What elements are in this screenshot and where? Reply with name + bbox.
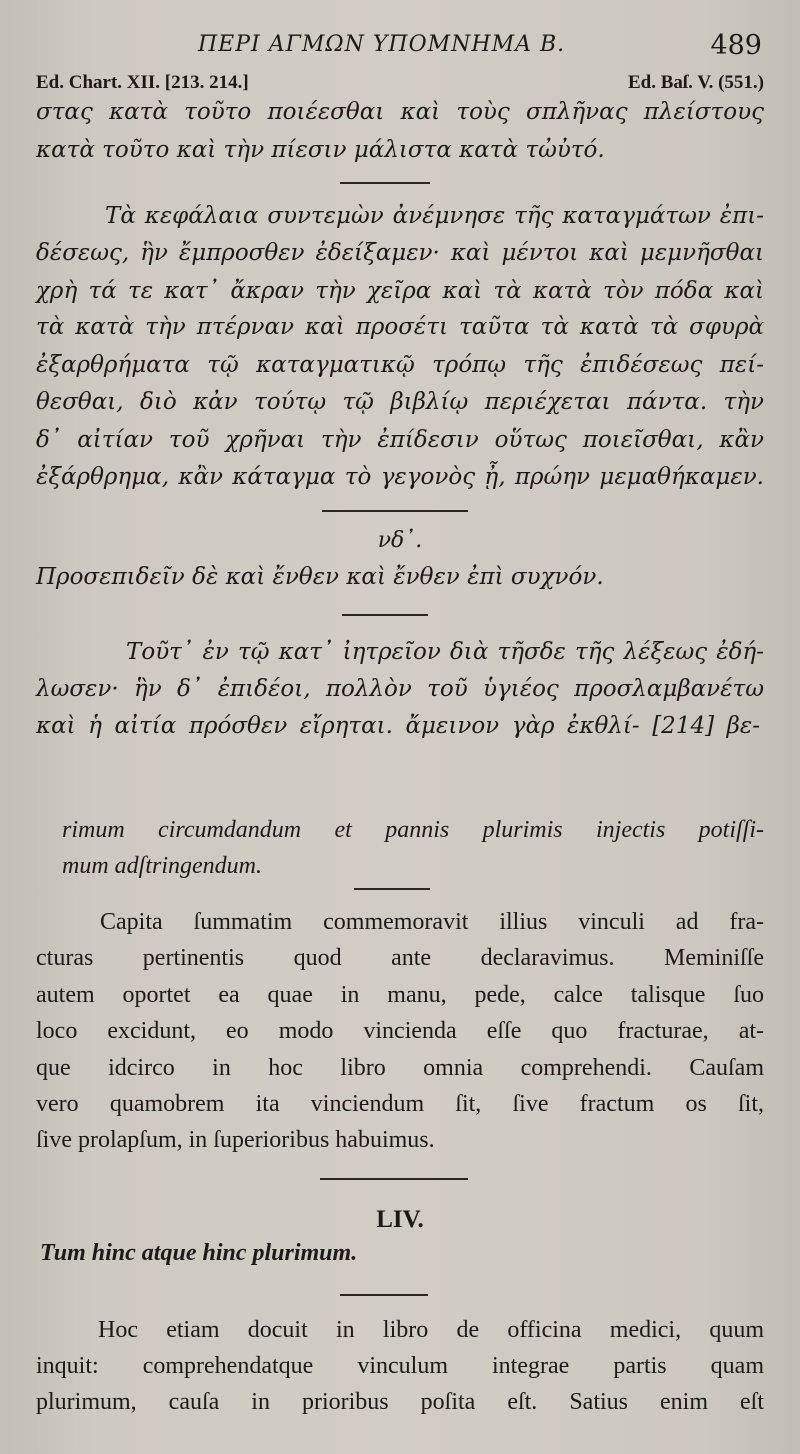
edition-reference-chartier: Ed. Chart. XII. [213. 214.]	[36, 72, 249, 93]
edition-reference-basel: Ed. Baſ. V. (551.)	[627, 72, 764, 93]
greek-lemma: Προσεπιδεῖν δὲ καὶ ἔνθεν καὶ ἔνθεν ἐπὶ συχνόν.	[36, 564, 604, 590]
divider-rule	[340, 1294, 428, 1296]
divider-rule	[342, 614, 428, 616]
greek-text-line: ἐξαρθρήματα τῷ καταγματικῷ τρόπῳ τῆς ἐπιδέσεως πεί-	[36, 352, 764, 378]
greek-text-line: θεσθαι, διὸ κἀν τούτῳ τῷ βιβλίῳ περιέχεται πάντα. τὴν	[36, 389, 764, 415]
latin-text-line: ſive prolapſum, in ſuperioribus habuimus.	[36, 1127, 435, 1153]
latin-text-line: cturas pertinentis quod ante declaravimus. Meminiſſe	[36, 945, 764, 971]
latin-text-line: plurimum, cauſa in prioribus poſita eſt. Satius enim eſt	[36, 1389, 764, 1415]
latin-text-line: vero quamobrem ita vinciendum ſit, ſive fractum os ſit,	[36, 1091, 764, 1117]
divider-rule	[340, 182, 430, 184]
greek-section-number: νδ᾽.	[377, 528, 423, 553]
greek-text-line: λωσεν· ἣν δ᾽ ἐπιδέοι, πολλὸν τοῦ ὑγιέος προσλαμβανέτω	[36, 676, 764, 702]
latin-text-line: Hoc etiam docuit in libro de officina medici, quum	[98, 1317, 764, 1343]
latin-text-line: autem oportet ea quae in manu, pede, calce talisque ſuo	[36, 982, 764, 1008]
greek-text-line: Τοῦτ᾽ ἐν τῷ κατ᾽ ἰητρεῖον διὰ τῆσδε τῆς λέξεως ἐδή-	[126, 639, 764, 665]
greek-text-line: δέσεως, ἣν ἔμπροσθεν ἐδείξαμεν· καὶ μέντοι καὶ μεμνῆσθαι	[36, 240, 764, 266]
running-title: ΠΕΡΙ ΑΓΜΩΝ ΥΠΟΜΝΗΜΑ Β.	[198, 32, 566, 57]
latin-text-line: inquit: comprehendatque vinculum integrae partis quam	[36, 1353, 764, 1379]
greek-text-line: χρὴ τά τε κατ᾽ ἄκραν τὴν χεῖρα καὶ τὰ κατὰ τὸν πόδα καὶ	[36, 278, 764, 304]
divider-rule	[320, 1178, 468, 1180]
latin-lemma: Tum hinc atque hinc plurimum.	[40, 1240, 358, 1266]
latin-text-line: rimum circumdandum et pannis plurimis injectis potiſſi-	[62, 817, 764, 843]
greek-text-line: τὰ κατὰ τὴν πτέρναν καὶ προσέτι ταῦτα τὰ κατὰ τὰ σφυρὰ	[36, 314, 764, 340]
page-number: 489	[710, 30, 762, 61]
greek-text-line: δ᾽ αἰτίαν τοῦ χρῆναι τὴν ἐπίδεσιν οὕτως ποιεῖσθαι, κἂν	[36, 427, 764, 453]
divider-rule	[354, 888, 430, 890]
divider-rule	[322, 510, 468, 512]
latin-section-number: LIV.	[376, 1206, 424, 1233]
greek-text-line: Τὰ κεφάλαια συντεμὼν ἀνέμνησε τῆς καταγμάτων ἐπι-	[105, 203, 764, 229]
greek-text-line: στας κατὰ τοῦτο ποιέεσθαι καὶ τοὺς σπλῆνας πλείστους	[36, 99, 764, 125]
latin-text-line: loco excidunt, eo modo vincienda eſſe quo fracturae, at-	[36, 1018, 764, 1044]
latin-text-line: mum adſtringendum.	[62, 853, 262, 879]
greek-text-line: ἐξάρθρημα, κἂν κάταγμα τὸ γεγονὸς ᾖ, πρώην μεμαθήκαμεν.	[36, 464, 764, 490]
greek-text-line: κατὰ τοῦτο καὶ τὴν πίεσιν μάλιστα κατὰ τὠὐτό.	[36, 137, 605, 163]
latin-text-line: que idcirco in hoc libro omnia comprehendi. Cauſam	[36, 1055, 764, 1081]
greek-text-line: καὶ ἡ αἰτία πρόσθεν εἴρηται. ἄμεινον γὰρ ἐκθλί- [214] βε-	[36, 713, 760, 739]
page-header	[0, 26, 800, 66]
latin-text-line: Capita ſummatim commemoravit illius vinculi ad fra-	[100, 909, 764, 935]
